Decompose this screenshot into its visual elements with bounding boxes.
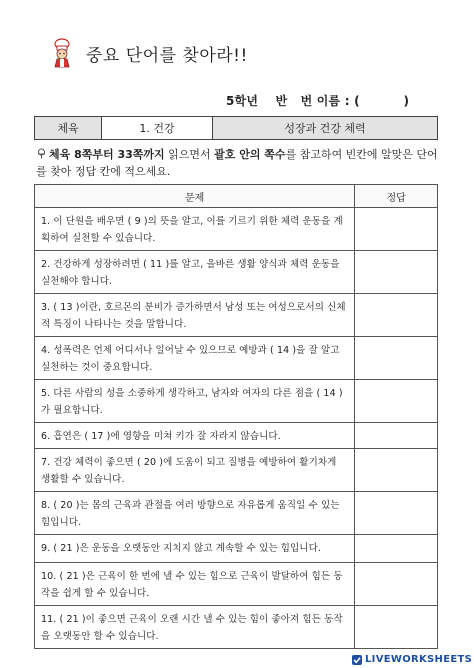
answer-column-header: 정답 [355, 185, 438, 208]
student-info-line: 5학년 반 번 이름 : ( ) [226, 94, 410, 108]
topic-label: 성장과 건강 체력 [213, 117, 437, 139]
chef-mascot-icon [48, 38, 76, 68]
question-text: 10. ( 21 )은 근육이 한 번에 낼 수 있는 힘으로 근육이 발달하여 힘든 동작을 쉽게 할 수 있습니다. [35, 563, 355, 606]
question-text: 7. 건강 체력이 좋으면 ( 20 )에 도움이 되고 질병을 예방하여 활기차게 생활할 수 있습니다. [35, 449, 355, 492]
table-row [35, 423, 438, 449]
question-text: 5. 다른 사람의 성을 소중하게 생각하고, 남자와 여자의 다른 점을 ( 14 )가 필요합니다. [35, 380, 355, 423]
answer-field[interactable] [355, 423, 438, 449]
instructions [36, 146, 446, 180]
subject-header-box [34, 116, 438, 140]
answer-field[interactable] [355, 449, 438, 492]
table-row [35, 337, 438, 380]
table-row [35, 563, 438, 606]
instructions-text-2: 를 참고하여 빈칸에 알맞은 단어를 찾아 정답 칸에 적으세요. [36, 148, 438, 178]
question-text: 2. 건강하게 성장하려면 ( 11 )를 알고, 올바른 생활 양식과 체력 운동을 실천해야 합니다. [35, 251, 355, 294]
question-text: 3. ( 13 )이란, 호르몬의 분비가 증가하면서 남성 또는 여성으로서의 신체적 특징이 나타나는 것을 말합니다. [35, 294, 355, 337]
question-column-header: 문제 [35, 185, 355, 208]
instructions-bold-hint: 괄호 안의 쪽수 [214, 148, 286, 161]
liveworksheets-brand: LIVEWORKSHEETS [365, 654, 473, 665]
table-row [35, 208, 438, 251]
answer-field[interactable] [355, 492, 438, 535]
answer-field[interactable] [355, 294, 438, 337]
answer-field[interactable] [355, 535, 438, 563]
question-text: 8. ( 20 )는 몸의 근육과 관절을 여러 방향으로 자유롭게 움직일 수 있는 힘입니다. [35, 492, 355, 535]
question-table [34, 184, 438, 649]
answer-field[interactable] [355, 606, 438, 649]
subject-label: 체육 [35, 117, 102, 139]
instructions-bold-range: 체육 8쪽부터 33쪽까지 [49, 148, 165, 161]
liveworksheets-logo-icon [352, 655, 362, 665]
answer-field[interactable] [355, 563, 438, 606]
table-row [35, 380, 438, 423]
answer-field[interactable] [355, 380, 438, 423]
answer-field[interactable] [355, 208, 438, 251]
table-row [35, 294, 438, 337]
question-text: 6. 흡연은 ( 17 )에 영향을 미쳐 키가 잘 자라지 않습니다. [35, 423, 355, 449]
question-text: 1. 이 단원을 배우면 ( 9 )의 뜻을 알고, 이를 기르기 위한 체력 운동을 계획하여 실천할 수 있습니다. [35, 208, 355, 251]
instructions-text-1: 읽으면서 [164, 148, 215, 161]
answer-field[interactable] [355, 337, 438, 380]
liveworksheets-logo [352, 654, 472, 665]
table-row [35, 449, 438, 492]
table-row [35, 251, 438, 294]
question-text: 4. 성폭력은 언제 어디서나 일어날 수 있으므로 예방과 ( 14 )을 잘 알고 실천하는 것이 중요합니다. [35, 337, 355, 380]
unit-label: 1. 건강 [102, 117, 213, 139]
page-title: 중요 단어를 찾아라!! [86, 45, 248, 66]
question-text: 11. ( 21 )이 좋으면 근육이 오랜 시간 낼 수 있는 힘이 좋아져 힘든 동작을 오랫동안 할 수 있습니다. [35, 606, 355, 649]
answer-field[interactable] [355, 251, 438, 294]
title-area [48, 38, 248, 68]
table-row [35, 492, 438, 535]
pin-icon [36, 148, 47, 159]
question-text: 9. ( 21 )은 운동을 오랫동안 지치지 않고 계속할 수 있는 힘입니다. [35, 535, 355, 563]
table-row [35, 606, 438, 649]
table-row [35, 535, 438, 563]
question-rows [35, 208, 438, 649]
